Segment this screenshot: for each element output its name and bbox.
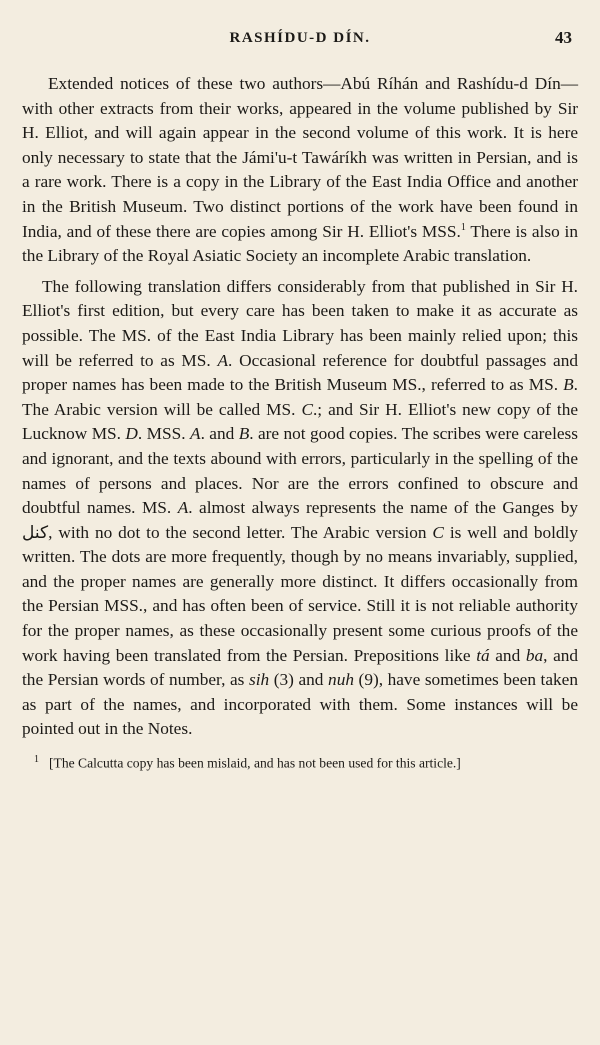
footnote-mark: 1 [34, 754, 39, 766]
italic-text: A [177, 498, 189, 518]
italic-text: A [217, 350, 229, 370]
text-run: , and the Persian words of number, as [22, 645, 579, 690]
body-text [22, 72, 578, 742]
italic-text: tá [476, 645, 490, 665]
text-run: The following translation differs considerably from that published in Sir H. Elliot's first edition, but every care has been taken to make it as accurate as possible. The MS. of the East India Library has been mainly relied upon; this will be referred to as MS. [22, 276, 578, 370]
text-run: (9), have sometimes been taken as part of the names, and incorporated with them. Some instances will be pointed out in the Notes. [22, 670, 578, 739]
paragraph [22, 275, 578, 742]
footnote-reference: 1 [460, 221, 466, 233]
page-number: 43 [555, 28, 572, 47]
text-run: and [489, 645, 526, 665]
italic-text: B [238, 424, 250, 444]
running-head: RASHÍDU-D DÍN. [229, 30, 371, 46]
text-run: .; and Sir H. Elliot's new copy of the Lucknow MS. [22, 399, 579, 444]
text-run: Jámi'u-t Tawáríkh [242, 147, 367, 167]
footnote-text: [The Calcutta copy has been mislaid, and has not been used for this article.] [49, 755, 461, 771]
italic-text: C [301, 399, 313, 419]
text-run: Extended notices of these two authors—Abú Ríhán and Rashídu-d Dín—with other extracts from their works, appeared in the volume published by Sir H. Elliot, and will again appear in the second volume of this work. It is here only necessary to state that the [22, 74, 578, 167]
italic-text: C [432, 522, 444, 542]
italic-text: ba [525, 645, 544, 665]
text-run: was written in Persian, and is a rare work. There is a copy in the Library of the East India Office and another in the British Museum. Two distinct portions of the work have been found in India, and of these there are copies among Sir H. Elliot's MSS. [22, 147, 578, 241]
arabic-word: کنل [22, 522, 49, 543]
text-run: . almost always represents the name of the Ganges by [188, 498, 578, 518]
italic-text: sih [248, 670, 270, 690]
text-run: . are not good copies. The scribes were careless and ignorant, and the texts abound with errors, particularly in the spelling of the names of persons and places. Nor are the errors confined to obscure and doubtful names. MS. [22, 424, 578, 518]
text-run: There is also in the Library of the Royal Asiatic Society an incomplete Arabic translation. [22, 221, 578, 266]
italic-text: nuh [328, 670, 354, 690]
text-run: . and [200, 424, 239, 444]
paragraph [22, 72, 578, 269]
text-run: , with no dot to the second letter. The Arabic version [48, 522, 433, 542]
italic-text: A [190, 424, 201, 444]
text-run: . MSS. [137, 424, 190, 444]
page-header [22, 30, 578, 56]
footnote [22, 750, 578, 773]
italic-text: D [125, 424, 138, 444]
italic-text: B [563, 375, 574, 395]
text-run: (3) and [269, 670, 329, 690]
text-run: . The Arabic version will be called MS. [22, 375, 578, 419]
text-run: . Occasional reference for doubtful passages and proper names has been made to the British Museum MS., referred to as MS. [22, 350, 578, 395]
text-run: is well and boldly written. The dots are more frequently, though by no means invariably, supplied, and the proper names are generally more distinct. It differs occasionally from the Persian MSS., and has often been of service. Still it is not reliable authority for the proper names, as these occasionally present some curious proofs of the work having been translated from the Persian. Prepositions like [22, 522, 578, 665]
